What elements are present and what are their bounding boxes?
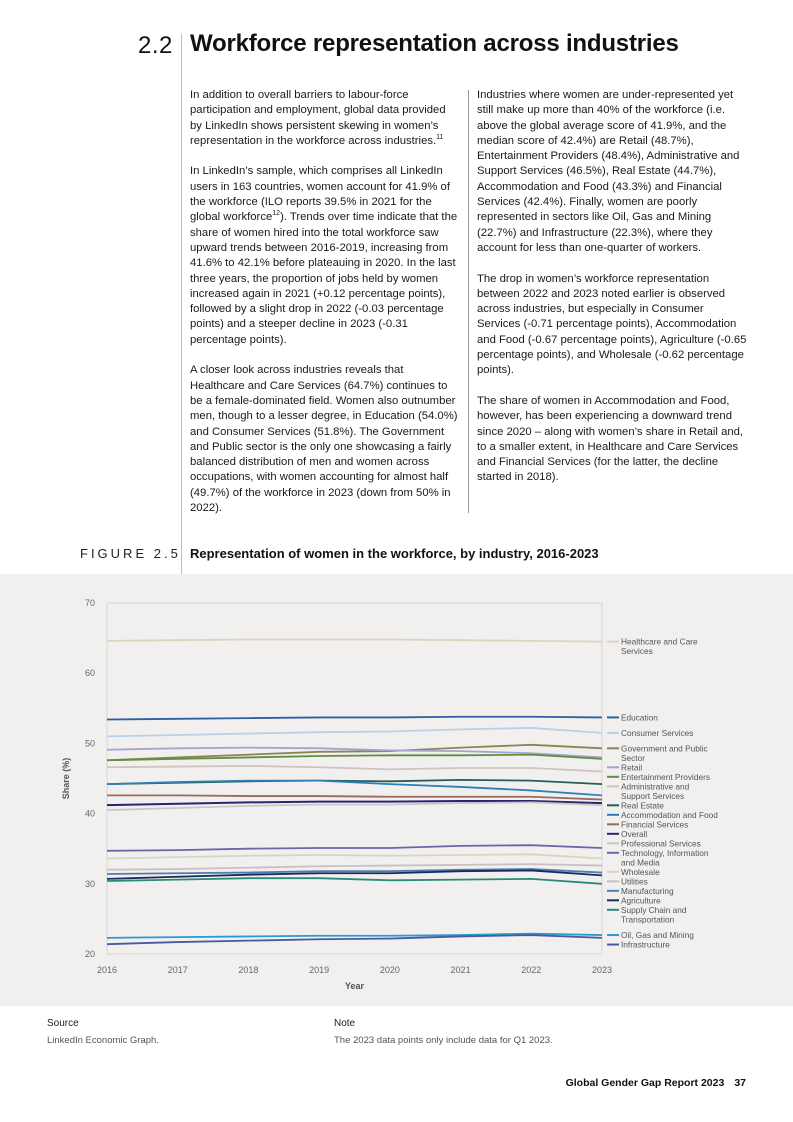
figure-label: FIGURE 2.5 [80, 546, 181, 561]
paragraph: The drop in women’s workforce representation between 2022 and 2023 noted earlier is observed across industries, but especially in Consumer Services (-0.71 percentage points), Accommodation and Food (-0.67 percentage points), Agriculture (-0.65 percentage points), and Wholesale (-0.62 percentage points). [477, 272, 747, 377]
y-tick-label: 60 [84, 668, 95, 679]
y-axis-label: Share (%) [61, 757, 71, 800]
page-number: 37 [734, 1077, 746, 1089]
legend-label: Healthcare and Care Services [621, 636, 698, 657]
source-heading: Source [47, 1018, 79, 1029]
note-heading: Note [334, 1018, 356, 1029]
paragraph: Industries where women are under-represented yet still make up more than 40% of the workforce (i.e. above the global average score of 41.9%, and the median score of 42.4%) are Retail (48.7%), Entertainment Providers (48.4%), Administrative and Support Services (46.5%), Real Estate (44.7%), Accommodation and Food (43.3%) and Financial Services (42.4%). Finally, women are poorly represented in sectors like Oil, Gas and Mining (22.7%) and Infrastructure (22.3%), where they account for less than one-quarter of workers. [477, 89, 740, 254]
report-name: Global Gender Gap Report 2023 [565, 1077, 725, 1089]
section-number: 2.2 [138, 32, 173, 59]
legend-label: Professional Services [621, 838, 701, 849]
x-tick-label: 2022 [521, 965, 542, 975]
y-tick-label: 30 [84, 878, 95, 889]
legend-label: Consumer Services [621, 727, 694, 738]
paragraph: In addition to overall barriers to labour-force participation and employment, global data provided by LinkedIn shows persistent skewing in women’s representation in the workforce across industries.$^{11}$ [190, 89, 446, 147]
legend-label: Government and Public Sector [621, 743, 708, 763]
plot-area [107, 603, 602, 954]
y-tick-label: 40 [84, 808, 95, 819]
legend-label: Wholesale [621, 866, 660, 877]
section-title: Workforce representation across industries [190, 30, 679, 57]
legend-label: Financial Services [621, 819, 689, 830]
x-tick-label: 2021 [450, 965, 471, 975]
paragraph: A closer look across industries reveals that Healthcare and Care Services (64.7%) continues to be a female-dominated field. Women also outnumber men, though to a lesser degree, in Education (54.0%) and Consumer Services (51.8%). The Government and Public sector is the only one showcasing a fairly balanced distribution of men and women across occupations, with women accounting for almost half (49.7%) of the workforce in 2023 (down from 50% in 2022). [190, 364, 458, 515]
x-axis-label: Year [344, 981, 365, 991]
x-tick-label: 2018 [238, 965, 259, 975]
y-tick-label: 70 [84, 598, 95, 608]
source-text: LinkedIn Economic Graph. [47, 1035, 159, 1046]
legend-label: Education [621, 712, 658, 723]
paragraph: The share of women in Accommodation and Food, however, has been experiencing a downward trend since 2020 – along with women’s share in Retail and, to a smaller extent, in Healthcare and Care Services and Financial Services (for the latter, the decline started in 2018). [477, 394, 744, 484]
legend-label: Supply Chain and Transportation [621, 904, 687, 925]
legend-label: Entertainment Providers [621, 771, 711, 782]
x-tick-label: 2023 [591, 965, 613, 975]
legend-label: Retail [621, 762, 643, 773]
paragraph: In LinkedIn’s sample, which comprises all LinkedIn users in 163 countries, women account for 41.9% of the workforce (ILO reports 39.5% in 2021 for the global workforce$^{12}$). Trends over time indicate that the share of women hired into the total workforce saw upward trends between 2016-2019, increasing from 41.6% to 42.1% before plateauing in 2020. In the last three years, the proportion of jobs held by women increased again in 2021 (+0.12 percentage points), followed by a slight drop in 2022 (-0.03 percentage points) and a steeper decline in 2023 (-0.31 percentage points). [190, 165, 458, 346]
legend-label: Accommodation and Food [621, 809, 718, 820]
page-footer [566, 1077, 746, 1089]
y-tick-label: 20 [84, 949, 95, 959]
legend-label: Overall [621, 828, 648, 839]
column-divider [468, 90, 469, 513]
footnote-ref[interactable]: 12 [272, 210, 281, 218]
x-tick-label: 2017 [167, 965, 188, 975]
legend-label: Agriculture [621, 895, 661, 906]
line-chart [0, 574, 793, 1006]
figure-title: Representation of women in the workforce, by industry, 2016-2023 [190, 546, 599, 561]
legend-label: Oil, Gas and Mining [621, 930, 694, 941]
legend-label: Technology, Information and Media [621, 847, 709, 868]
legend-label: Infrastructure [621, 939, 670, 950]
legend-label: Manufacturing [621, 885, 674, 896]
y-tick-label: 50 [84, 738, 95, 749]
legend-label: Real Estate [621, 800, 664, 811]
body-column-left [190, 88, 460, 532]
body-column-right [477, 88, 749, 501]
x-tick-label: 2016 [96, 965, 118, 975]
x-tick-label: 2020 [379, 965, 400, 975]
legend-label: Utilities [621, 876, 648, 887]
note-text: The 2023 data points only include data for Q1 2023. [334, 1035, 553, 1046]
section-divider [181, 34, 182, 574]
footnote-ref[interactable]: 11 [436, 134, 444, 142]
x-tick-label: 2019 [309, 965, 330, 975]
legend-label: Administrative and Support Services [621, 781, 690, 801]
